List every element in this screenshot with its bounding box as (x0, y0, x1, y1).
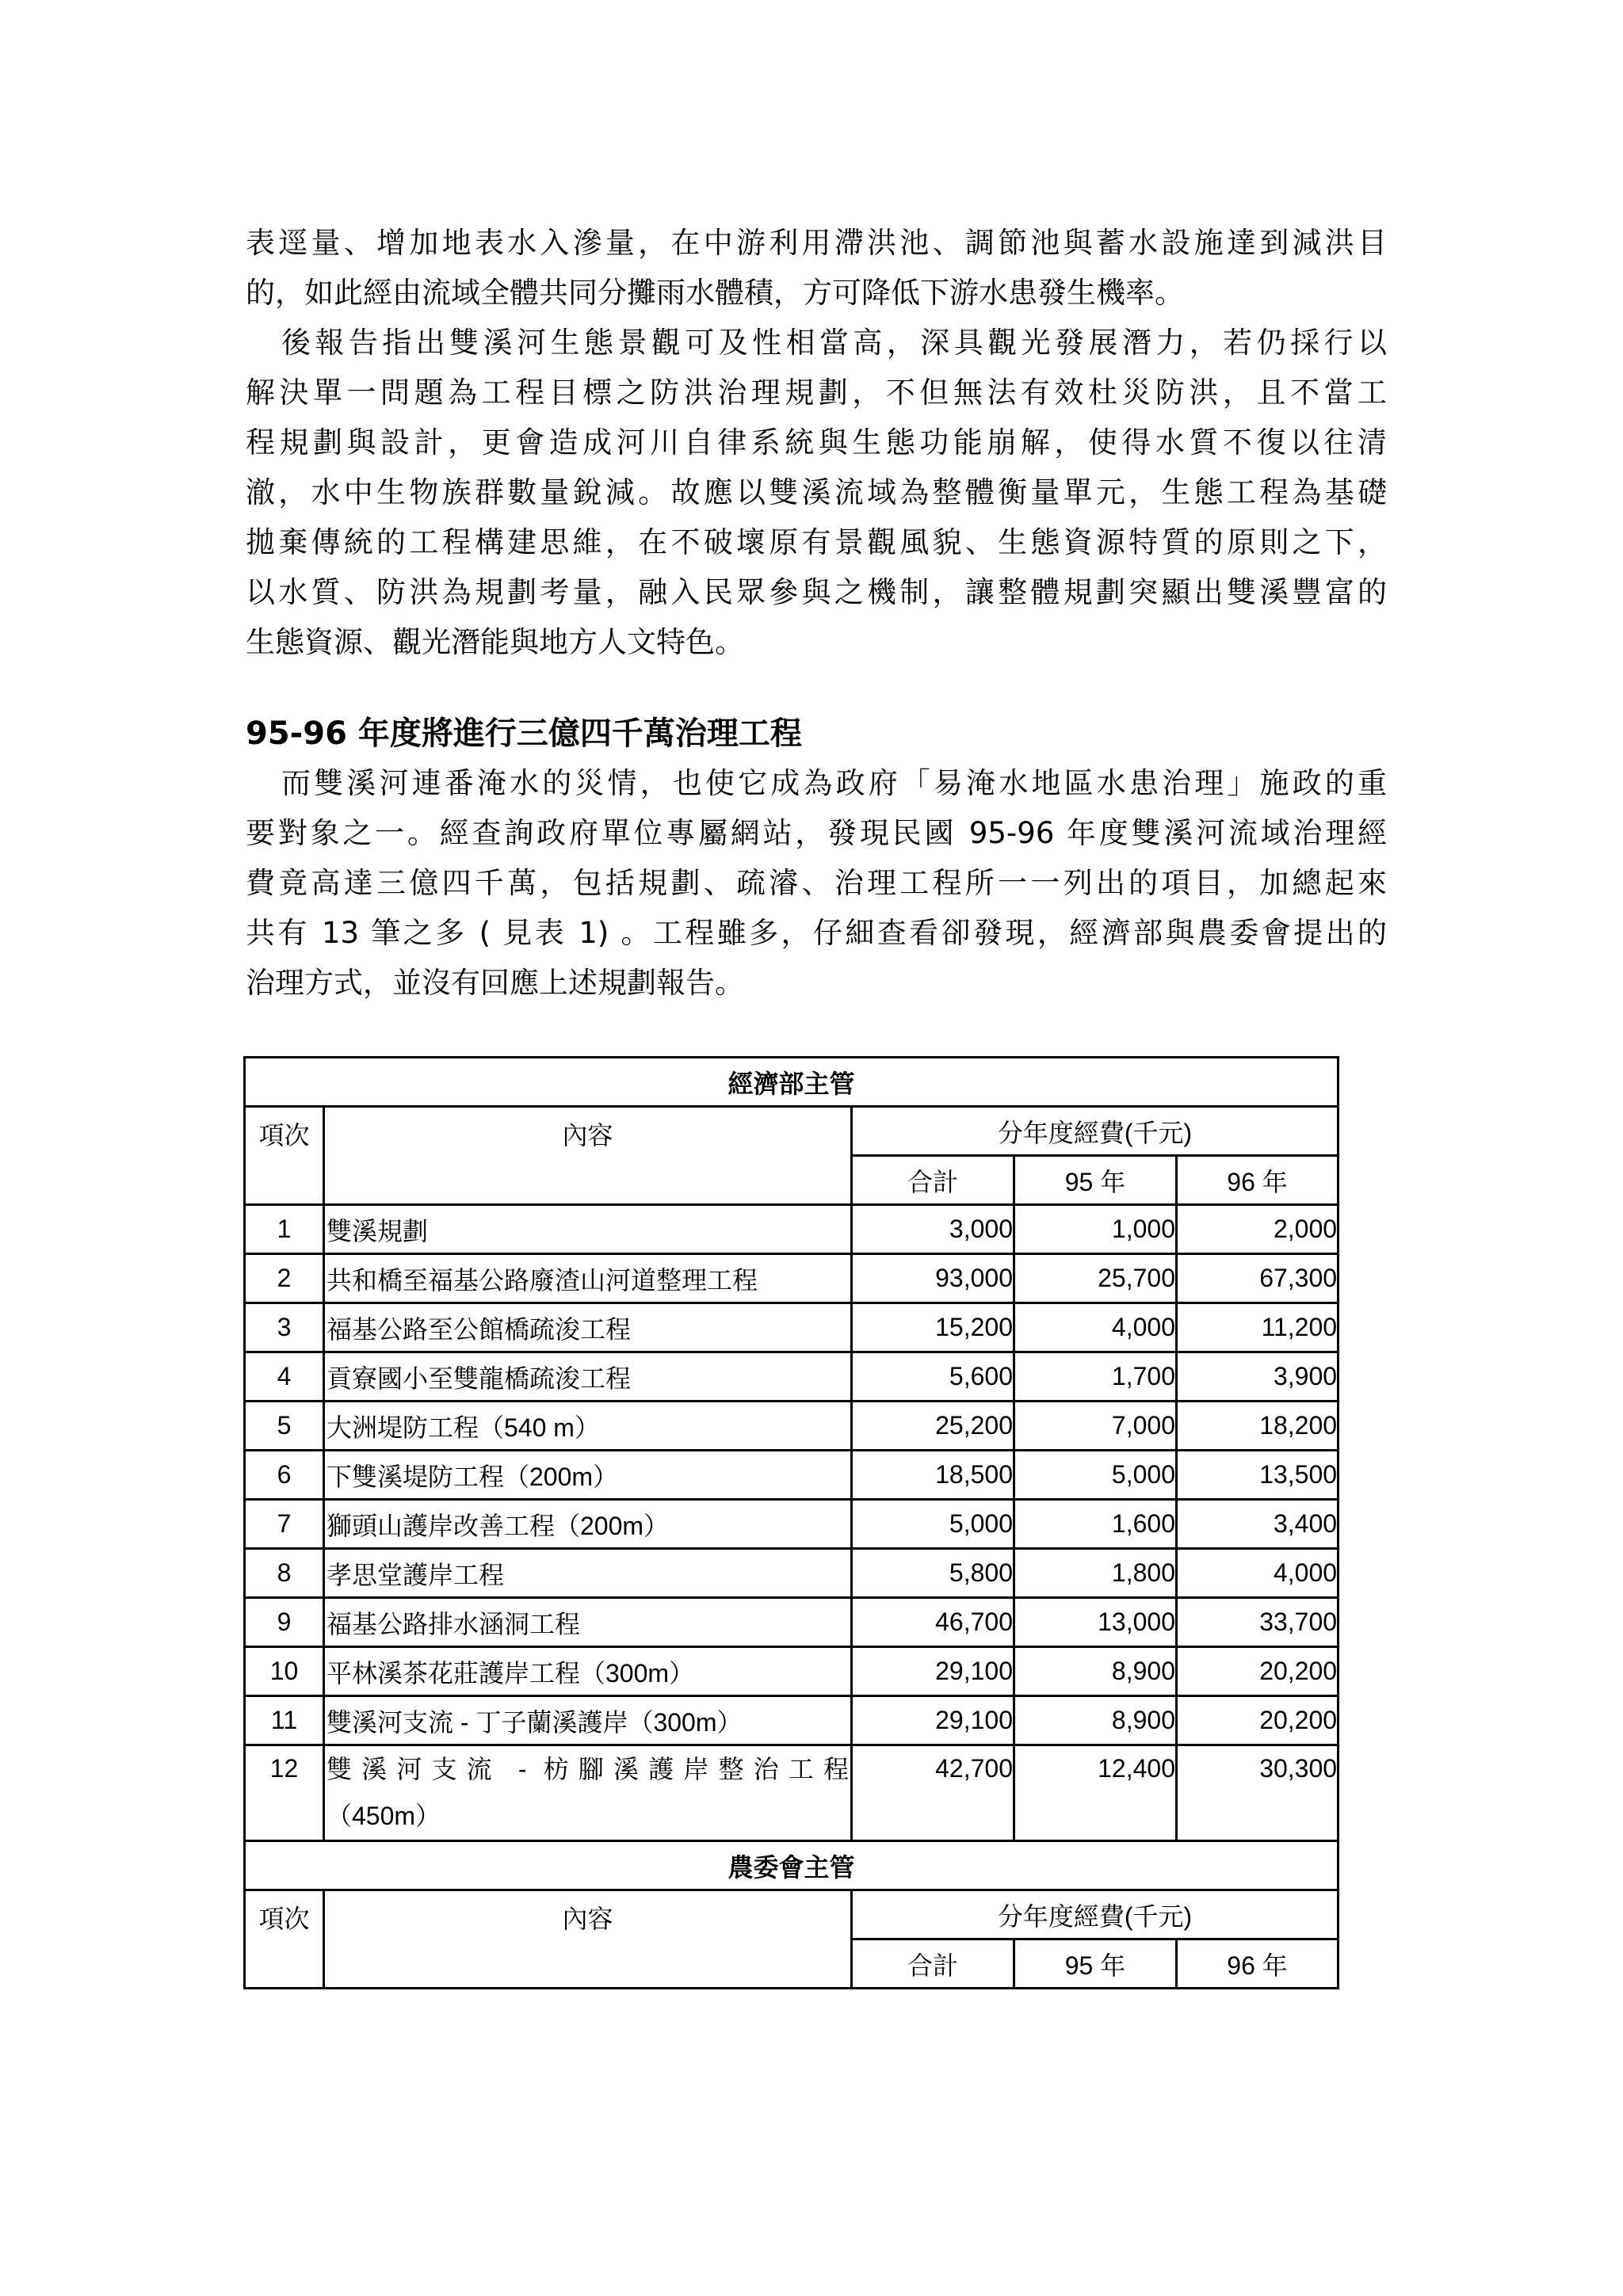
header-y95: 95 年 (1014, 1939, 1177, 1989)
header-funding: 分年度經費(千元) (852, 1107, 1338, 1156)
paragraph-budget (246, 758, 1387, 1008)
cell-content: 共和橋至福基公路廢渣山河道整理工程 (324, 1254, 852, 1303)
table-row (245, 1745, 1338, 1841)
cell-y96: 18,200 (1177, 1402, 1338, 1451)
header-content: 內容 (324, 1107, 852, 1205)
cell-item-no: 10 (245, 1647, 324, 1696)
cell-y96: 67,300 (1177, 1254, 1338, 1303)
cell-y95: 4,000 (1014, 1303, 1177, 1352)
cell-total: 46,700 (852, 1598, 1014, 1647)
text-line: 程規劃與設計，更會造成河川自律系統與生態功能崩解，使得水質不復以往清 (246, 425, 1387, 460)
cell-content: 福基公路排水涵洞工程 (324, 1598, 852, 1647)
cell-y96: 3,900 (1177, 1352, 1338, 1402)
header-total: 合計 (852, 1939, 1014, 1989)
cell-y95: 13,000 (1014, 1598, 1177, 1647)
cell-total: 93,000 (852, 1254, 1014, 1303)
cell-y96: 2,000 (1177, 1205, 1338, 1254)
header-content: 內容 (324, 1890, 852, 1989)
text-line: 後報告指出雙溪河生態景觀可及性相當高，深具觀光發展潛力，若仍採行以 (281, 326, 1387, 360)
cell-item-no: 6 (245, 1451, 324, 1500)
cell-y95: 8,900 (1014, 1696, 1177, 1745)
text-line: 拋棄傳統的工程構建思維，在不破壞原有景觀風貌、生態資源特質的原則之下， (246, 525, 1387, 559)
cell-content (324, 1745, 852, 1841)
cell-content: 大洲堤防工程（540 m） (324, 1402, 852, 1451)
cell-y95: 25,700 (1014, 1254, 1177, 1303)
cell-y96: 11,200 (1177, 1303, 1338, 1352)
text-line: 解決單一問題為工程目標之防洪治理規劃，不但無法有效杜災防洪，且不當工 (246, 376, 1387, 410)
cell-y96: 3,400 (1177, 1500, 1338, 1549)
cell-y96: 4,000 (1177, 1549, 1338, 1598)
cell-total: 5,000 (852, 1500, 1014, 1549)
table-row (245, 1696, 1338, 1745)
cell-total: 15,200 (852, 1303, 1014, 1352)
cell-content: 雙溪規劃 (324, 1205, 852, 1254)
section-heading: 95-96 年度將進行三億四千萬治理工程 (246, 715, 802, 752)
text-line: 治理方式，並沒有回應上述規劃報告。 (246, 966, 744, 1000)
header-y95: 95 年 (1014, 1156, 1177, 1205)
cell-total: 29,100 (852, 1647, 1014, 1696)
table-row (245, 1500, 1338, 1549)
cell-item-no: 11 (245, 1696, 324, 1745)
cell-item-no: 5 (245, 1402, 324, 1451)
header-y96: 96 年 (1177, 1939, 1338, 1989)
section-title-coa: 農委會主管 (245, 1841, 1338, 1890)
table-row (245, 1451, 1338, 1500)
section-title-row (245, 1058, 1338, 1107)
cell-y96: 13,500 (1177, 1451, 1338, 1500)
table-row (245, 1352, 1338, 1402)
cell-total: 18,500 (852, 1451, 1014, 1500)
header-item: 項次 (245, 1890, 324, 1989)
table-row (245, 1647, 1338, 1696)
cell-total: 5,600 (852, 1352, 1014, 1402)
header-y96: 96 年 (1177, 1156, 1338, 1205)
cell-content: 獅頭山護岸改善工程（200m） (324, 1500, 852, 1549)
cell-content: 平林溪茶花莊護岸工程（300m） (324, 1647, 852, 1696)
cell-content: 孝思堂護岸工程 (324, 1549, 852, 1598)
cell-y96: 33,700 (1177, 1598, 1338, 1647)
table-row (245, 1402, 1338, 1451)
text-line: 澈，水中生物族群數量銳減。故應以雙溪流域為整體衡量單元，生態工程為基礎 (246, 475, 1387, 509)
cell-item-no: 9 (245, 1598, 324, 1647)
header-item: 項次 (245, 1107, 324, 1205)
header-total: 合計 (852, 1156, 1014, 1205)
cell-total: 3,000 (852, 1205, 1014, 1254)
cell-y95: 5,000 (1014, 1451, 1177, 1500)
text-line: 以水質、防洪為規劃考量，融入民眾參與之機制，讓整體規劃突顯出雙溪豐富的 (246, 575, 1387, 609)
text-line: 而雙溪河連番淹水的災情，也使它成為政府「易淹水地區水患治理」施政的重 (281, 766, 1387, 800)
cell-item-no: 3 (245, 1303, 324, 1352)
cell-total: 29,100 (852, 1696, 1014, 1745)
table-row (245, 1549, 1338, 1598)
cell-total: 42,700 (852, 1745, 1014, 1841)
header-row (245, 1107, 1338, 1156)
section-title-moea: 經濟部主管 (245, 1058, 1338, 1107)
cell-content: 貢寮國小至雙龍橋疏浚工程 (324, 1352, 852, 1402)
header-funding: 分年度經費(千元) (852, 1890, 1338, 1939)
cell-content-line: 雙溪河支流 - 枋腳溪護岸整治工程 (327, 1755, 849, 1783)
cell-y95: 8,900 (1014, 1647, 1177, 1696)
cell-content: 下雙溪堤防工程（200m） (324, 1451, 852, 1500)
text-line: 共有 13 筆之多 ( 見表 1) 。工程雖多，仔細查看卻發現，經濟部與農委會提出的 (246, 916, 1387, 950)
text-line: 要對象之一。經查詢政府單位專屬網站，發現民國 95-96 年度雙溪河流域治理經 (246, 816, 1387, 850)
cell-item-no: 1 (245, 1205, 324, 1254)
cell-content: 雙溪河支流 - 丁子蘭溪護岸（300m） (324, 1696, 852, 1745)
cell-item-no: 8 (245, 1549, 324, 1598)
cell-y95: 7,000 (1014, 1402, 1177, 1451)
cell-y95: 12,400 (1014, 1745, 1177, 1841)
text-line: 的，如此經由流域全體共同分攤雨水體積，方可降低下游水患發生機率。 (246, 276, 1184, 310)
text-line: 表逕量、增加地表水入滲量，在中游利用滯洪池、調節池與蓄水設施達到減洪目 (246, 226, 1387, 260)
cell-y95: 1,000 (1014, 1205, 1177, 1254)
text-line: 費竟高達三億四千萬，包括規劃、疏濬、治理工程所一一列出的項目，加總起來 (246, 866, 1387, 900)
cell-item-no: 7 (245, 1500, 324, 1549)
table-row (245, 1598, 1338, 1647)
cell-y95: 1,800 (1014, 1549, 1177, 1598)
cell-y95: 1,700 (1014, 1352, 1177, 1402)
cell-y95: 1,600 (1014, 1500, 1177, 1549)
cell-content-line: （450m） (327, 1802, 441, 1830)
cell-item-no: 4 (245, 1352, 324, 1402)
cell-y96: 20,200 (1177, 1647, 1338, 1696)
cell-y96: 30,300 (1177, 1745, 1338, 1841)
table-row (245, 1254, 1338, 1303)
cell-total: 25,200 (852, 1402, 1014, 1451)
cell-content: 福基公路至公館橋疏浚工程 (324, 1303, 852, 1352)
text-line: 生態資源、觀光潛能與地方人文特色。 (246, 625, 744, 659)
header-row (245, 1890, 1338, 1939)
cell-total: 5,800 (852, 1549, 1014, 1598)
table-row (245, 1303, 1338, 1352)
cell-y96: 20,200 (1177, 1696, 1338, 1745)
budget-table (243, 1056, 1339, 1989)
section-title-row (245, 1841, 1338, 1890)
cell-item-no: 2 (245, 1254, 324, 1303)
paragraph-flood-planning (246, 218, 1387, 667)
cell-item-no: 12 (245, 1745, 324, 1841)
table-row (245, 1205, 1338, 1254)
